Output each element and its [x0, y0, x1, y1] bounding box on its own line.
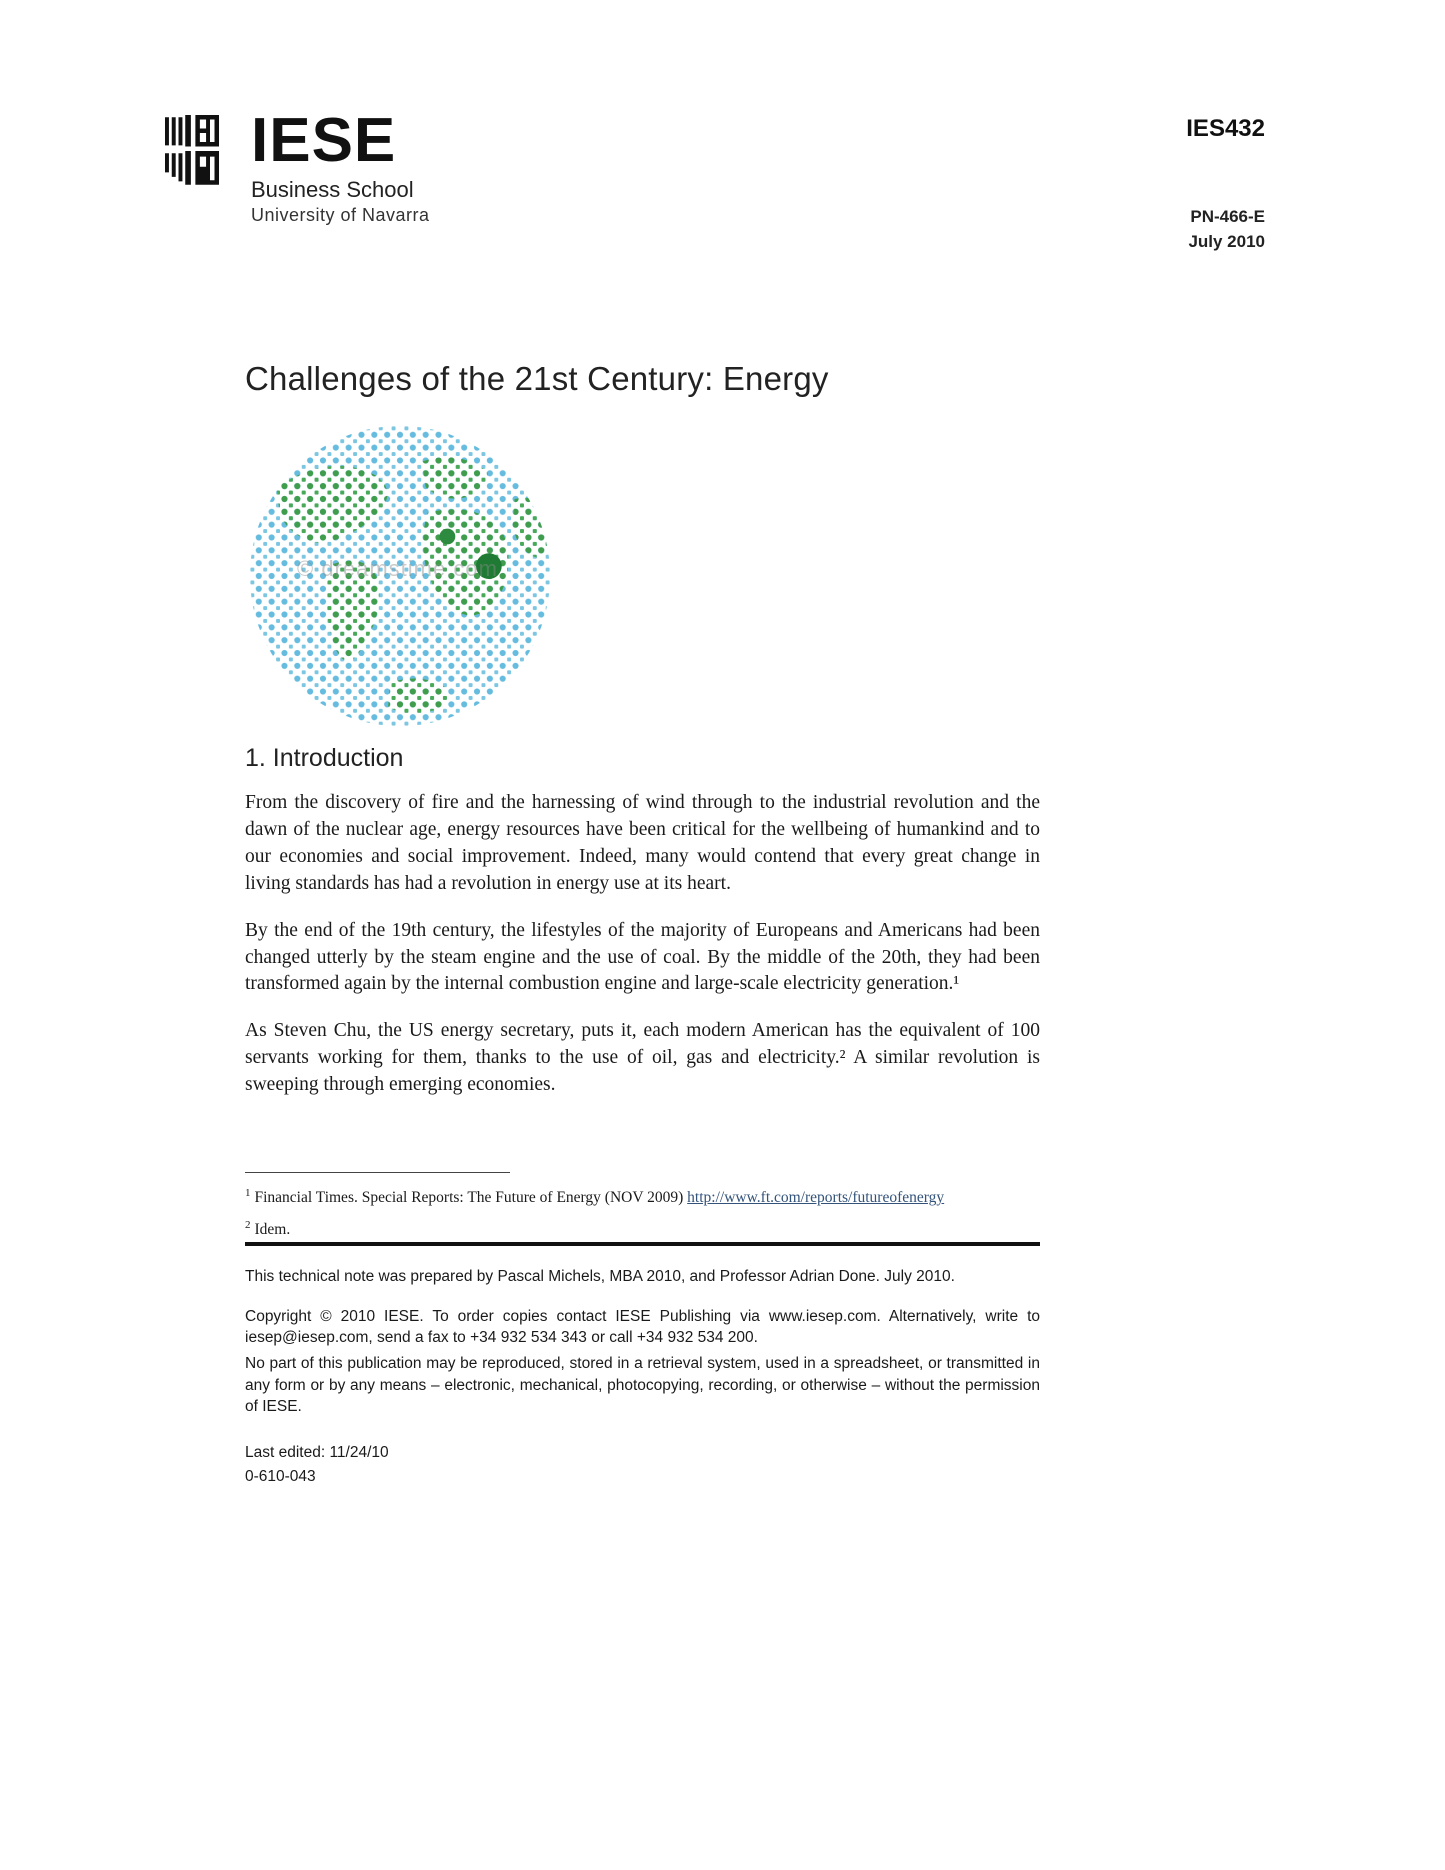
- footnote-2-text: Idem.: [254, 1221, 291, 1238]
- footnote-1-text: Financial Times. Special Reports: The Future of Energy (NOV 2009): [254, 1189, 688, 1207]
- intro-paragraph-1: From the discovery of fire and the harnessing of wind through to the industrial revolution and the dawn of the nuclear age, energy resources have been critical for the wellbeing of humankind and to our economies and social improvement. Indeed, many would contend that every great change in living standards has had a revolution in energy use at its heart.: [245, 792, 1040, 894]
- globe-icon-mosaic-image: [242, 418, 558, 734]
- logo-subtitle-business-school: Business School: [251, 176, 414, 202]
- page-title: Challenges of the 21st Century: Energy: [245, 360, 829, 397]
- footnote-1-number: 1: [245, 1187, 251, 1199]
- intro-paragraph-2: By the end of the 19th century, the lifestyles of the majority of Europeans and Americans had been changed utterly by the steam engine and the use of coal. By the middle of the 20th, they had been transformed again by the internal combustion engine and large-scale electricity generation.¹: [245, 919, 1040, 995]
- globe-illustration: [242, 418, 558, 734]
- stock-photo-watermark: © dreamstime.com: [297, 556, 498, 581]
- copyright-notice: Copyright © 2010 IESE. To order copies contact IESE Publishing via www.iesep.com. Alternatively, write to iesep@iesep.com, send a fax to +34 932 534 343 or call +34 932 534 200.: [245, 1307, 1040, 1347]
- header-right: [1186, 115, 1265, 254]
- intro-paragraph-3: As Steven Chu, the US energy secretary, puts it, each modern American has the equivalent of 100 servants working for them, thanks to the use of oil, gas and electricity.² A similar revolution is sweeping through emerging economies.: [245, 1020, 1040, 1096]
- introduction-body: [245, 790, 1040, 1119]
- footnote-1-link[interactable]: http://www.ft.com/reports/futureofenergy: [687, 1189, 945, 1207]
- footer-rule: [245, 1242, 1040, 1246]
- logo-brand-text: IESE: [251, 106, 397, 175]
- prepared-by-note: This technical note was prepared by Pascal Michels, MBA 2010, and Professor Adrian Done. July 2010.: [245, 1268, 955, 1285]
- document-reference: PN-466-E: [1190, 207, 1265, 226]
- iese-logo-icon: [165, 112, 237, 190]
- document-date: July 2010: [1188, 231, 1265, 251]
- footnotes: [245, 1186, 1040, 1250]
- last-edited: Last edited: 11/24/10: [245, 1444, 389, 1462]
- iese-logo: [165, 106, 430, 226]
- section-heading-introduction: 1. Introduction: [245, 744, 404, 772]
- document-code: IES432: [1186, 115, 1265, 142]
- footnote-divider: [245, 1172, 510, 1173]
- footer-block: [245, 1266, 1040, 1506]
- reproduction-notice: No part of this publication may be reproduced, stored in a retrieval system, used in a spreadsheet, or transmitted in any form or by any means – electronic, mechanical, photocopying, recording, or otherwise – without the permission of IESE.: [245, 1355, 1040, 1416]
- logo-subtitle-university: University of Navarra: [251, 204, 430, 225]
- footnote-2: [245, 1218, 1040, 1241]
- document-number: 0-610-043: [245, 1467, 316, 1485]
- footnote-2-number: 2: [245, 1218, 251, 1231]
- footnote-1: [245, 1186, 1040, 1209]
